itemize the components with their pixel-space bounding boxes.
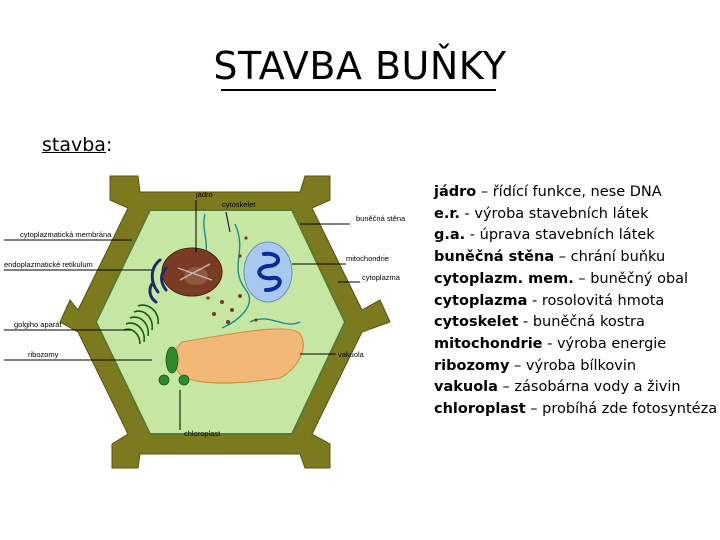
label-nucleus: jádro (196, 190, 213, 199)
label-cytoskeleton: cytoskelet (222, 200, 256, 209)
legend-item-cytoplazm-mem: cytoplazm. mem. – buněčný obal (434, 270, 689, 287)
mitochondrion (244, 242, 292, 302)
label-er: endoplazmatické retikulum (4, 260, 93, 269)
legend-item-ga: g.a. - úprava stavebních látek (434, 227, 655, 244)
label-cell-wall: buněčná stěna (356, 214, 406, 223)
legend-item-ribozomy: ribozomy – výroba bílkovin (434, 357, 637, 374)
cell-diagram-svg (0, 172, 420, 472)
subtitle-colon: : (105, 134, 113, 156)
legend-item-cytoskelet: cytoskelet - buněčná kostra (434, 314, 645, 331)
subtitle-word: stavba (42, 134, 106, 156)
page-title: STAVBA BUŇKY (213, 44, 507, 88)
subtitle (42, 134, 112, 156)
legend-item-jadro: jádro – řídící funkce, nese DNA (434, 184, 662, 200)
nucleus (162, 248, 222, 296)
label-chloroplast: chloroplast (184, 429, 221, 438)
legend-item-bunecna-stena: buněčná stěna – chrání buňku (434, 249, 666, 266)
legend-item-chloroplast: chloroplast – probíhá zde fotosyntéza (434, 401, 718, 418)
title-underline (221, 89, 496, 91)
label-vacuole: vakuola (338, 350, 364, 359)
legend-item-mitochondrie: mitochondrie - výroba energie (434, 335, 667, 352)
label-mitochondrion: mitochondrie (346, 254, 389, 263)
legend-item-vakuola: vakuola – zásobárna vody a živin (434, 379, 681, 396)
cytoplasm (96, 210, 345, 434)
label-cell-membrane: cytoplazmatická membrána (20, 230, 112, 239)
label-golgi: golgiho aparát (14, 320, 62, 329)
cell-diagram (0, 172, 420, 472)
label-ribosomes: ribozomy (28, 350, 59, 359)
legend-item-er: e.r. - výroba stavebních látek (434, 205, 649, 222)
legend-item-cytoplazma: cytoplazma - rosolovitá hmota (434, 292, 665, 309)
label-cytoplasm: cytoplazma (362, 273, 400, 282)
legend-list (434, 182, 720, 421)
